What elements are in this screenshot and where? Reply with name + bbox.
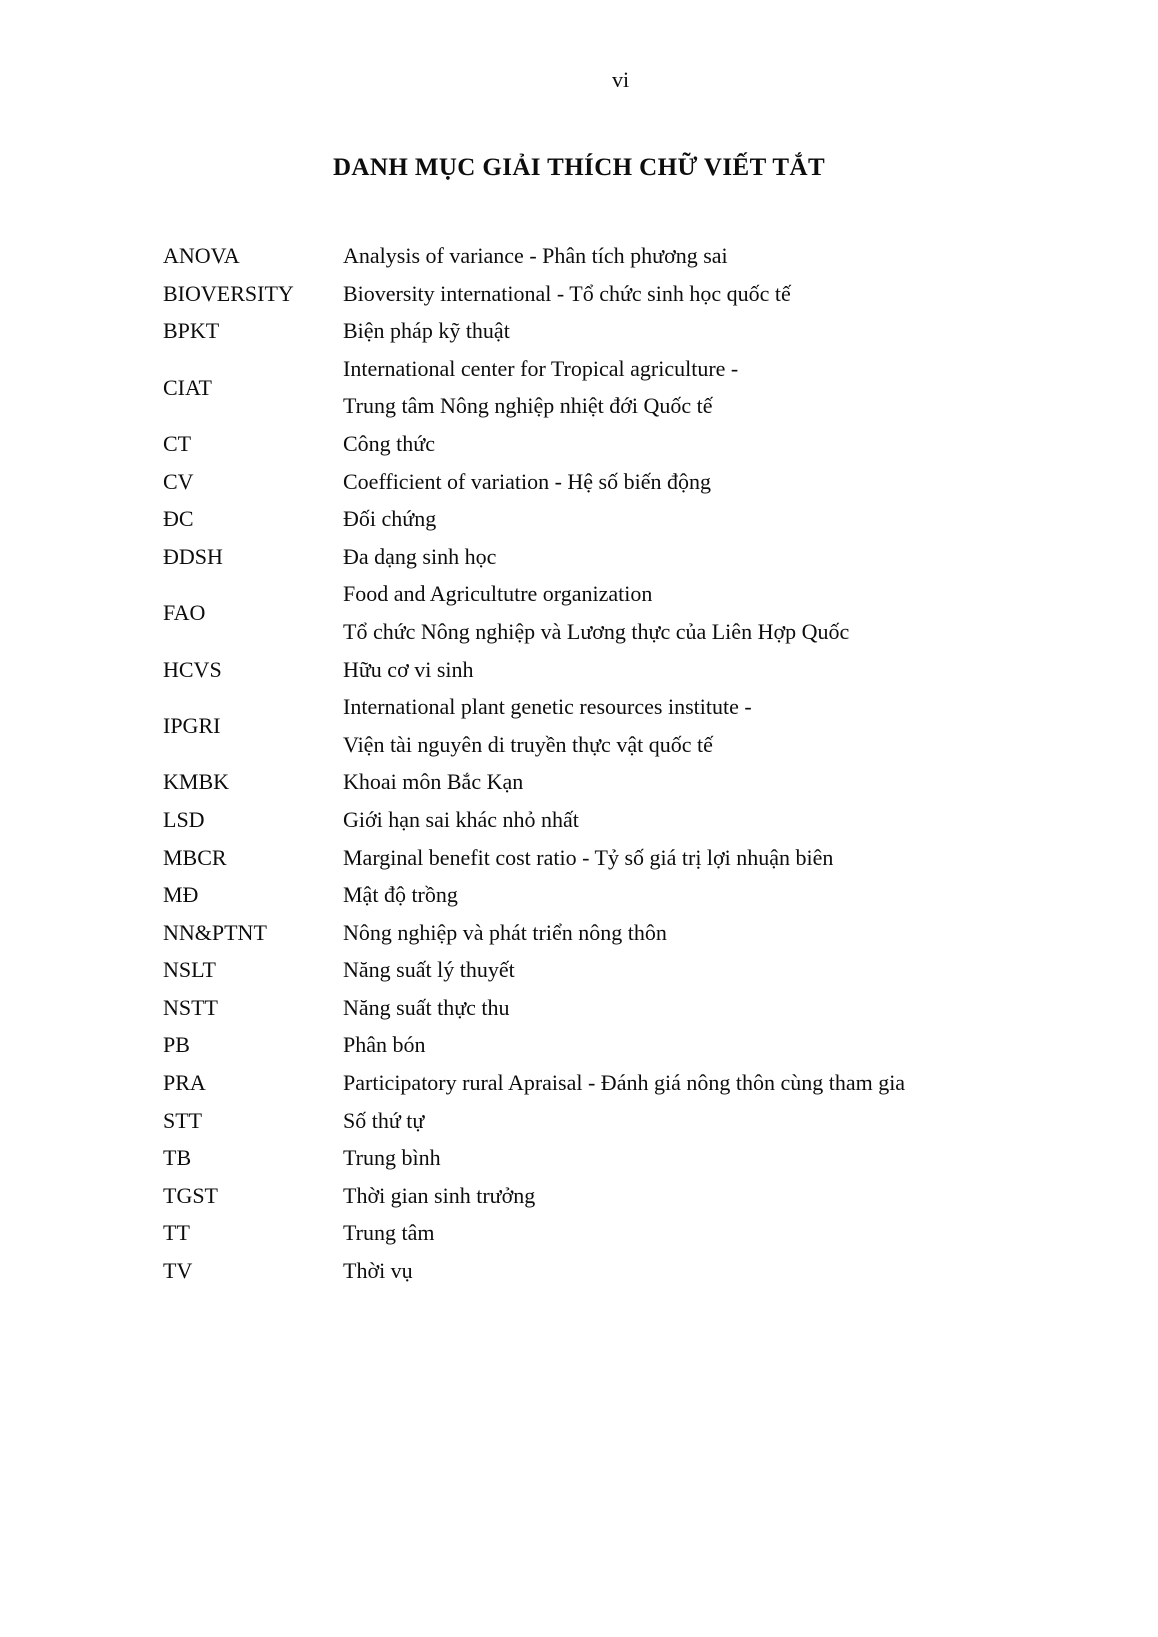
- abbreviation-term: NN&PTNT: [163, 919, 267, 945]
- abbreviation-term: BPKT: [163, 318, 220, 344]
- abbreviation-definition-line: Thời gian sinh trưởng: [343, 1182, 536, 1208]
- abbreviation-definition-line: Food and Agricultutre organization: [343, 581, 653, 607]
- abbreviation-row: [163, 1252, 1103, 1290]
- abbreviation-definition-line: Năng suất thực thu: [343, 994, 510, 1020]
- abbreviation-definitions: [343, 275, 1103, 313]
- abbreviation-term: NSTT: [163, 994, 218, 1020]
- abbreviation-definitions: [343, 1064, 1103, 1102]
- abbreviation-definition-line: Đối chứng: [343, 506, 437, 532]
- abbreviation-term: NSLT: [163, 957, 216, 983]
- abbreviation-definition-line: Phân bón: [343, 1032, 426, 1058]
- abbreviation-definition-line: Đa dạng sinh học: [343, 543, 497, 569]
- abbreviation-definition-line: Hữu cơ vi sinh: [343, 656, 474, 682]
- abbreviation-row: [163, 1139, 1103, 1177]
- abbreviation-definition-line: Số thứ tự: [343, 1107, 425, 1133]
- abbreviation-definition-line: Bioversity international - Tổ chức sinh học quốc tế: [343, 280, 791, 306]
- abbreviation-term: PRA: [163, 1070, 206, 1096]
- abbreviation-definitions: [343, 914, 1103, 952]
- abbreviation-term: TB: [163, 1145, 192, 1171]
- abbreviation-term: CT: [163, 430, 192, 456]
- abbreviation-term: BIOVERSITY: [163, 280, 294, 306]
- abbreviation-definition-line: Marginal benefit cost ratio - Tỷ số giá trị lợi nhuận biên: [343, 844, 834, 870]
- abbreviation-definitions: [343, 1177, 1103, 1215]
- abbreviation-row: [163, 1177, 1103, 1215]
- abbreviation-definition-line: Analysis of variance - Phân tích phương sai: [343, 243, 728, 268]
- abbreviation-definition-line: Mật độ trồng: [343, 882, 458, 908]
- abbreviation-term: KMBK: [163, 769, 230, 795]
- abbreviation-definition-line: Nông nghiệp và phát triển nông thôn: [343, 919, 667, 945]
- abbreviation-definition-line: Coefficient of variation - Hệ số biến động: [343, 468, 711, 494]
- abbreviation-term: CV: [163, 468, 194, 494]
- abbreviation-row: [163, 801, 1103, 839]
- abbreviation-term: MBCR: [163, 844, 227, 870]
- abbreviation-definitions: [343, 237, 1103, 275]
- abbreviation-row: [163, 651, 1103, 689]
- abbreviation-row: [163, 1026, 1103, 1064]
- abbreviation-definition-line: International center for Tropical agriculture -: [343, 355, 739, 381]
- abbreviation-definition-line: Trung bình: [343, 1145, 441, 1171]
- abbreviation-row: [163, 688, 1103, 763]
- abbreviation-row: [163, 350, 1103, 425]
- abbreviation-definitions: [343, 651, 1103, 689]
- abbreviation-row: [163, 538, 1103, 576]
- abbreviation-row: [163, 237, 1103, 275]
- abbreviation-definitions: [343, 425, 1103, 463]
- abbreviation-term: ANOVA: [163, 243, 240, 268]
- abbreviation-definition-line: Trung tâm Nông nghiệp nhiệt đới Quốc tế: [343, 393, 713, 419]
- abbreviation-row: [163, 312, 1103, 350]
- abbreviation-definitions: [343, 1214, 1103, 1252]
- abbreviation-definitions: [343, 500, 1103, 538]
- abbreviation-term: ĐDSH: [163, 543, 223, 569]
- abbreviation-row: [163, 575, 1103, 650]
- abbreviation-definitions: [343, 538, 1103, 576]
- abbreviation-definition-line: Năng suất lý thuyết: [343, 957, 515, 983]
- abbreviation-term: HCVS: [163, 656, 222, 682]
- abbreviation-definition-line: Viện tài nguyên di truyền thực vật quốc tế: [343, 731, 713, 757]
- abbreviation-row: [163, 914, 1103, 952]
- abbreviation-row: [163, 275, 1103, 313]
- abbreviation-definitions: [343, 1102, 1103, 1140]
- abbreviation-row: [163, 463, 1103, 501]
- abbreviation-definition-line: Thời vụ: [343, 1258, 413, 1284]
- abbreviation-row: [163, 500, 1103, 538]
- abbreviation-term: PB: [163, 1032, 190, 1058]
- abbreviation-term: ĐC: [163, 506, 194, 532]
- abbreviation-definitions: [343, 350, 1103, 425]
- abbreviation-definitions: [343, 1026, 1103, 1064]
- abbreviation-definitions: [343, 463, 1103, 501]
- abbreviation-term: FAO: [163, 600, 206, 626]
- abbreviation-term: CIAT: [163, 374, 212, 400]
- abbreviation-definition-line: Biện pháp kỹ thuật: [343, 318, 510, 344]
- abbreviation-row: [163, 763, 1103, 801]
- abbreviation-term: TGST: [163, 1182, 218, 1208]
- page-number: vi: [612, 67, 630, 92]
- abbreviation-term: TV: [163, 1258, 193, 1284]
- abbreviation-term: STT: [163, 1107, 203, 1133]
- abbreviation-definition-line: Tổ chức Nông nghiệp và Lương thực của Liên Hợp Quốc: [343, 618, 850, 644]
- abbreviation-definition-line: Participatory rural Apraisal - Đánh giá nông thôn cùng tham gia: [343, 1070, 906, 1096]
- abbreviation-row: [163, 839, 1103, 877]
- abbreviation-definitions: [343, 1252, 1103, 1290]
- abbreviation-definitions: [343, 575, 1103, 650]
- abbreviation-row: [163, 425, 1103, 463]
- abbreviation-term: LSD: [163, 806, 205, 832]
- abbreviation-term: IPGRI: [163, 712, 221, 738]
- abbreviation-definition-line: Khoai môn Bắc Kạn: [343, 769, 524, 795]
- abbreviation-definitions: [343, 688, 1103, 763]
- abbreviation-definitions: [343, 763, 1103, 801]
- abbreviation-row: [163, 951, 1103, 989]
- abbreviation-row: [163, 1214, 1103, 1252]
- abbreviation-definition-line: Giới hạn sai khác nhỏ nhất: [343, 806, 579, 832]
- abbreviation-definition-line: Công thức: [343, 430, 435, 456]
- abbreviation-row: [163, 876, 1103, 914]
- abbreviation-definitions: [343, 876, 1103, 914]
- abbreviation-definition-line: International plant genetic resources institute -: [343, 694, 752, 720]
- abbreviation-definition-line: Trung tâm: [343, 1220, 435, 1246]
- abbreviation-term: TT: [163, 1220, 190, 1246]
- abbreviation-definitions: [343, 989, 1103, 1027]
- abbreviation-definitions: [343, 1139, 1103, 1177]
- abbreviation-row: [163, 1064, 1103, 1102]
- abbreviation-definitions: [343, 801, 1103, 839]
- abbreviation-definitions: [343, 951, 1103, 989]
- page-title: DANH MỤC GIẢI THÍCH CHỮ VIẾT TẮT: [332, 154, 826, 181]
- abbreviation-list: [163, 237, 1103, 1290]
- abbreviation-row: [163, 989, 1103, 1027]
- abbreviation-row: [163, 1102, 1103, 1140]
- abbreviation-definitions: [343, 312, 1103, 350]
- abbreviation-definitions: [343, 839, 1103, 877]
- abbreviation-term: MĐ: [163, 882, 199, 908]
